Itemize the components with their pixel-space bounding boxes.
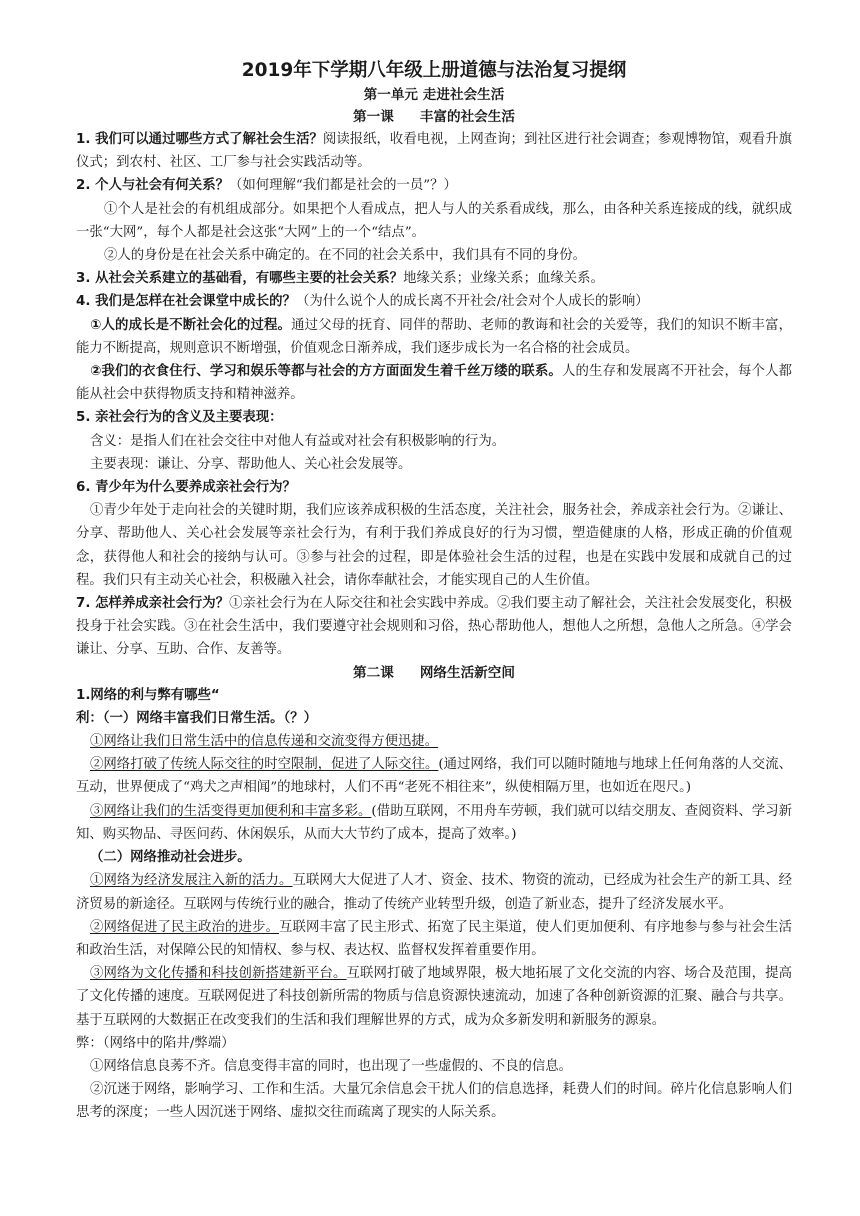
question-3 <box>76 267 792 290</box>
underlined-point: ③网络让我们的生活变得更加便利和丰富多彩。 <box>90 803 372 819</box>
answer-text: 通过父母的抚育、同伴的帮助、老师的教诲和社会的关爱等，我们的知识不断丰富，能力不断提高，规则意识不断增强，价值观念日渐养成，我们逐步成长为一名合格的社会成员。 <box>76 317 793 356</box>
lesson-number: 第二课 <box>353 664 394 681</box>
unit-heading: 第一单元 走进社会生活 <box>363 87 505 103</box>
disadvantages-heading: 弊：（网络中的陷井/弊端） <box>76 1035 235 1051</box>
question-5 <box>76 406 792 429</box>
document-title: 2019年下学期八年级上册道德与法治复习提纲 <box>241 60 627 81</box>
answer-text: ①亲社会行为在人际交往和社会实践中养成。②我们要主动了解社会，关注社会发展变化，积极投身于社会实践。③在社会生活中，我们要遵守社会规则和习俗，热心帮助他人，想他人之所想，急他人之所急。④学会谦让、分享、互助、合作、友善等。 <box>76 596 792 658</box>
explanation-text: 互联网打破了地域界限，极大地拓展了文化交流的内容、场合及范围，提高了文化传播的速度。互联网促进了科技创新所需的物质与信息资源快速流动，加速了各种创新资源的汇聚、融合与共享。基于互联网的大数据正在改变我们的生活和我们理解世界的方式，成为众多新发明和新服务的源泉。 <box>76 966 793 1028</box>
underlined-point: ①网络为经济发展注入新的活力。 <box>90 873 293 889</box>
underlined-point: ③网络为文化传播和科技创新搭建新平台。 <box>90 966 347 982</box>
manifestation-text: 主要表现：谦让、分享、帮助他人、关心社会发展等。 <box>90 456 412 472</box>
question-2 <box>76 174 792 197</box>
disadvantage-item: ①网络信息良莠不齐。信息变得丰富的同时，也出现了一些虚假的、不良的信息。 <box>90 1058 573 1074</box>
question-4 <box>76 290 792 313</box>
lesson-number: 第一课 <box>353 109 394 125</box>
advantage-item <box>76 730 792 753</box>
question-label: 1. 我们可以通过哪些方式了解社会生活？ <box>76 132 323 147</box>
answer-text: 地缘关系；业缘关系；血缘关系。 <box>403 271 604 287</box>
advantage-item <box>76 800 792 846</box>
lesson2-question-1: 1.网络的利与弊有哪些“ <box>76 687 220 703</box>
explanation-text: 互联网丰富了民主形式、拓宽了民主渠道，使人们更加便利、有序地参与参与社会生活和政治生活，对保障公民的知情权、参与权、表达权、监督权发挥着重要作用。 <box>76 919 792 958</box>
advantage-item <box>76 753 792 799</box>
question-1 <box>76 128 792 174</box>
progress-item <box>76 869 792 915</box>
question-note: （如何理解“我们都是社会的一员”？） <box>228 178 457 194</box>
advantages-heading: 利：（一）网络丰富我们日常生活。（？） <box>76 710 318 726</box>
question-label: 7. 怎样养成亲社会行为？ <box>76 596 230 612</box>
question-7 <box>76 592 792 662</box>
question-label: 4. 我们是怎样在社会课堂中成长的？ <box>76 294 296 310</box>
explanation-text: (通过网络，我们可以随时随地与地球上任何角落的人交流、互动，世界便成了“鸡犬之声相闻”的地球村，人们不再“老死不相往来”，纵使相隔万里，也如近在咫尺。) <box>76 757 792 796</box>
sub-heading: （二）网络推动社会进步。 <box>90 850 251 866</box>
answer-text: 阅读报纸，收看电视，上网查询；到社区进行社会调查；参观博物馆，观看升旗仪式；到农村、社区、工厂参与社会实践活动等。 <box>76 132 792 171</box>
answer-paragraph: ①青少年处于走向社会的关键时期，我们应该养成积极的生活态度，关注社会，服务社会，养成亲社会行为。②谦让、分享、帮助他人、关心社会发展等亲社会行为，有利于我们养成良好的行为习惯，塑造健康的人格，形成正确的价值观念，获得他人和社会的接纳与认可。③参与社会的过程，即是体验社会生活的过程，也是在实践中发展和成就自己的过程。我们只有主动关心社会，积极融入社会，请你奉献社会，才能实现自己的人生价值。 <box>76 503 792 588</box>
key-point: ②我们的衣食住行、学习和娱乐等都与社会的方方面面发生着千丝万缕的联系。 <box>90 364 562 380</box>
answer-text: 人的生存和发展离不开社会，每个人都能从社会中获得物质支持和精神滋养。 <box>76 364 793 403</box>
lesson-name: 网络生活新空间 <box>419 664 515 681</box>
question-label: 6. 青少年为什么要养成亲社会行为？ <box>76 480 296 496</box>
definition-text: 含义：是指人们在社会交往中对他人有益或对社会有积极影响的行为。 <box>90 433 506 449</box>
question-6 <box>76 476 792 499</box>
explanation-text: 互联网大大促进了人才、资金、技术、物资的流动，已经成为社会生产的新工具、经济贸易的新途径。互联网与传统行业的融合，推动了传统产业转型升级，创造了新业态，提升了经济发展水平。 <box>76 873 792 912</box>
underlined-point: ①网络让我们日常生活中的信息传递和交流变得方便迅捷。 <box>90 734 439 750</box>
progress-item <box>76 916 792 962</box>
progress-item <box>76 962 792 1032</box>
lesson-name: 丰富的社会生活 <box>419 109 515 125</box>
lesson-heading <box>76 662 792 684</box>
question-note: （为什么说个人的成长离不开社会/社会对个人成长的影响） <box>295 294 649 310</box>
explanation-text: (借助互联网，不用舟车劳顿，我们就可以结交朋友、查阅资料、学习新知、购买物品、寻医问药、休闲娱乐，从而大大节约了成本，提高了效率。) <box>76 803 792 842</box>
lesson-heading <box>76 106 792 128</box>
answer-paragraph <box>76 314 792 360</box>
answer-paragraph: ①个人是社会的有机组成部分。如果把个人看成点，把人与人的关系看成线，那么，由各种关系连接成的线，就织成一张“大网”，每个人都是社会这张“大网”上的一个“结点”。 <box>76 201 792 240</box>
underlined-point: ②网络促进了民主政治的进步。 <box>90 919 280 935</box>
underlined-point: ②网络打破了传统人际交往的时空限制，促进了人际交往。 <box>90 757 439 773</box>
question-label: 2. 个人与社会有何关系？ <box>76 178 229 194</box>
answer-paragraph <box>76 360 792 406</box>
disadvantage-item: ②沉迷于网络，影响学习、工作和生活。大量冗余信息会干扰人们的信息选择，耗费人们的时间。碎片化信息影响人们思考的深度；一些人因沉迷于网络、虚拟交往而疏离了现实的人际关系。 <box>76 1082 792 1121</box>
question-label: 3. 从社会关系建立的基础看，有哪些主要的社会关系？ <box>76 271 404 287</box>
key-point: ①人的成长是不断社会化的过程。 <box>90 317 292 333</box>
answer-paragraph: ②人的身份是在社会关系中确定的。在不同的社会关系中，我们具有不同的身份。 <box>104 248 587 264</box>
question-label: 5. 亲社会行为的含义及主要表现： <box>76 410 283 426</box>
